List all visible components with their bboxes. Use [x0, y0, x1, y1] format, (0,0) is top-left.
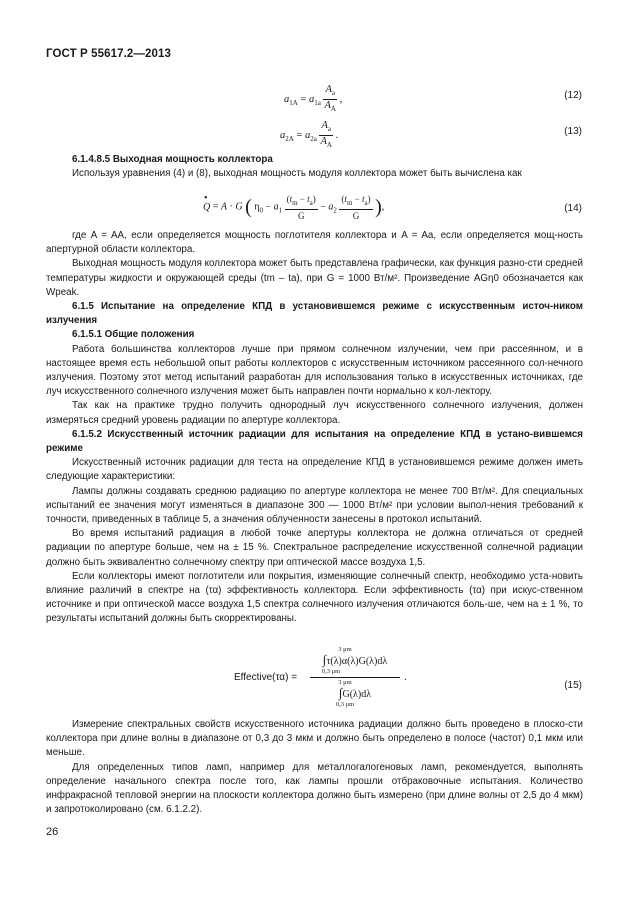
section-heading: 6.1.4.8.5 Выходная мощность коллектора — [72, 154, 273, 165]
section-heading: 6.1.5.1 Общие положения — [72, 329, 195, 341]
equation-number: (14) — [564, 203, 582, 214]
paragraph: Выходная мощность модуля коллектора может быть представлена графически, как функция разно-сти средней температуры жидкости и окружающей среды (tm – ta), при G = 1000 Вт/м². Произведение AGη0 обозначается как Wpeak. — [46, 258, 583, 298]
paragraph: Измерение спектральных свойств искусственного источника радиации должно быть проведено в плоско-сти коллектора при длине волны в диапазоне от 0,3 до 3 мкм и должно быть определено в полосе (частот) 0,1 мкм или меньше. — [46, 719, 583, 759]
equation-number: (15) — [564, 680, 582, 691]
paragraph: где A = AA, если определяется мощность поглотителя коллектора и A = Aa, если определяется мощ-ность апертурной области коллектора. — [46, 230, 583, 256]
equation-15: Effective(τα) = 3 μm ∫τ(λ)α(λ)G(λ)dλ 0,3 μm 3 μm ∫G(λ)dλ 0,3 μm . (15) — [234, 646, 582, 708]
paragraph: Для определенных типов ламп, например для металлогалогеновых ламп, рекомендуется, выполнять определение начального спектра после того, как лампы прошли отбраковочные испытания. Количество инфракрасной тепловой энергии на плоскости коллектора должно быть измерено (при длине волны от 2,5 до 4 мкм) и запротоколировано (см. 6.1.2.2). — [46, 761, 583, 816]
document-page: ГОСТ Р 55617.2—2013 $a_{1A} = a_{1a}$ $\frac{A_a}{A_A}$ , (12) $a_{2A} = a_{2a}$ $\frac{A_a}{A_A}$ . (13) 6.1.4.8.5 Выходная мощность коллектора Используя уравнения (4) и (8), выходная мощность модуля коллектора может быть вычислена как • Q = A · G ( $\eta_0 - a_1$ $\frac{(t_m - t_a)}{G}$ − $a_2$ $\frac{(t_m - t_a)}{G}$ ), (14) где A = AA, если определяется мощность поглотителя коллектора и A = Aa, если определяется мощ-ность апертурной области коллектора. Выходная мощность модуля коллектора может быть представлена графически, как функция разно-сти средней температуры жидкости и окружающей среды (tm – ta), при G = 1000 Вт/м². Произведение AGη0 обозначается как Wpeak. 6.1.5 Испытание на определение КПД в установившемся режиме с искусственным источ-ником излучения 6.1.5.1 Общие положения Работа большинства коллекторов лучше при прямом солнечном излучении, чем при рассеянном, и в настоящее время есть небольшой опыт работы коллекторов с искусственным источником рассеянного сол-нечного излучения. Поэтому этот метод испытаний разработан для использования только в искусственных источниках, где луч искусственного солнечного излучения может быть направлен почти нормально к кол-лектору. Так как на практике трудно получить однородный луч искусственного солнечного излучения, должен измеряться средний уровень радиации по апертуре коллектора. 6.1.5.2 Искусственный источник радиации для испытания на определение КПД в устано-вившемся режиме Искусственный источник радиации для теста на определение КПД в установившемся режиме должен иметь следующие характеристики: Лампы должны создавать среднюю радиацию по апертуре коллектора не менее 700 Вт/м². Для специальных испытаний ее значения могут изменяться в диапазоне 300 — 1000 Вт/м² при условии выпол-нения требований к точности, приведенных в таблице 5, а значения облученности занесены в протокол испытаний. Во время испытаний радиация в любой точке апертуры коллектора не должна отличаться от средней радиации по апертуре больше, чем на ± 15 %. Спектральное распределение искусственной солнечной радиации должно быть эквивалентно солнечному спектру при оптической массе воздуха 1,5. Если коллекторы имеют поглотители или покрытия, изменяющие солнечный спектр, необходимо уста-новить влияние различий в спектре на (τα) эффективность коллектора. Если эффективность (τα) при искус-ственном источнике и при оптической массе воздуха 1,5 спектра солнечного излучения отличаются боль-ше, чем на ± 1 %, то результаты испытаний должны быть скорректированы. Effective(τα) = 3 μm ∫τ(λ)α(λ)G(λ)dλ 0,3 μm 3 μm ∫G(λ)dλ 0,3 μm . (15) Измерение спектральных свойств искусственного источника радиации должно быть проведено в плоско-сти коллектора при длине волны в диапазоне от 0,3 до 3 мкм и должно быть определено в полосе (частот) 0,1 мкм или меньше. Для определенных типов ламп, например для металлогалогеновых ламп, рекомендуется, выполнять определение начального спектра после того, как лампы прошли отбраковочные испытания. Количество инфракрасной тепловой энергии на плоскости коллектора должно быть измерено (при длине волны от 2,5 до 4 мкм) и запротоколировано (см. 6.1.2.2). 26 — [0, 0, 630, 913]
paragraph: Работа большинства коллекторов лучше при прямом солнечном излучении, чем при рассеянном, и в настоящее время есть небольшой опыт работы коллекторов с искусственным источником рассеянного сол-нечного излучения. Поэтому этот метод испытаний разработан для использования только в искусственных источниках, где луч искусственного солнечного излучения может быть направлен почти нормально к кол-лектору. — [46, 343, 583, 398]
paragraph: Во время испытаний радиация в любой точке апертуры коллектора не должна отличаться от средней радиации по апертуре больше, чем на ± 15 %. Спектральное распределение искусственной солнечной радиации должно быть эквивалентно солнечному спектру при оптической массе воздуха 1,5. — [46, 528, 583, 568]
paragraph: Искусственный источник радиации для теста на определение КПД в установившемся режиме должен иметь следующие характеристики: — [46, 457, 583, 483]
paragraph: Если коллекторы имеют поглотители или покрытия, изменяющие солнечный спектр, необходимо уста-новить влияние различий в спектре на (τα) эффективность коллектора. Если эффективность (τα) при искус-ственном источнике и при оптической массе воздуха 1,5 спектра солнечного излучения отличаются боль-ше, чем на ± 1 %, то результаты испытаний должны быть скорректированы. — [46, 570, 583, 625]
paragraph: Используя уравнения (4) и (8), выходная мощность модуля коллектора может быть вычислена как — [72, 168, 522, 180]
paragraph: Лампы должны создавать среднюю радиацию по апертуре коллектора не менее 700 Вт/м². Для специальных испытаний ее значения могут изменяться в диапазоне 300 — 1000 Вт/м² при условии выпол-нения требований к точности, приведенных в таблице 5, а значения облученности занесены в протокол испытаний. — [46, 485, 583, 526]
equation-number: (13) — [564, 126, 582, 137]
section-heading: 6.1.5.2 Искусственный источник радиации для испытания на определение КПД в устано-вившемся режиме — [46, 428, 583, 455]
page-number: 26 — [46, 826, 59, 838]
section-heading: 6.1.5 Испытание на определение КПД в установившемся режиме с искусственным источ-ником излучения — [46, 301, 583, 327]
paragraph: Так как на практике трудно получить однородный луч искусственного солнечного излучения, должен измеряться средний уровень радиации по апертуре коллектора. — [46, 400, 583, 426]
document-header: ГОСТ Р 55617.2—2013 — [46, 48, 171, 60]
equation-number: (12) — [564, 90, 582, 101]
